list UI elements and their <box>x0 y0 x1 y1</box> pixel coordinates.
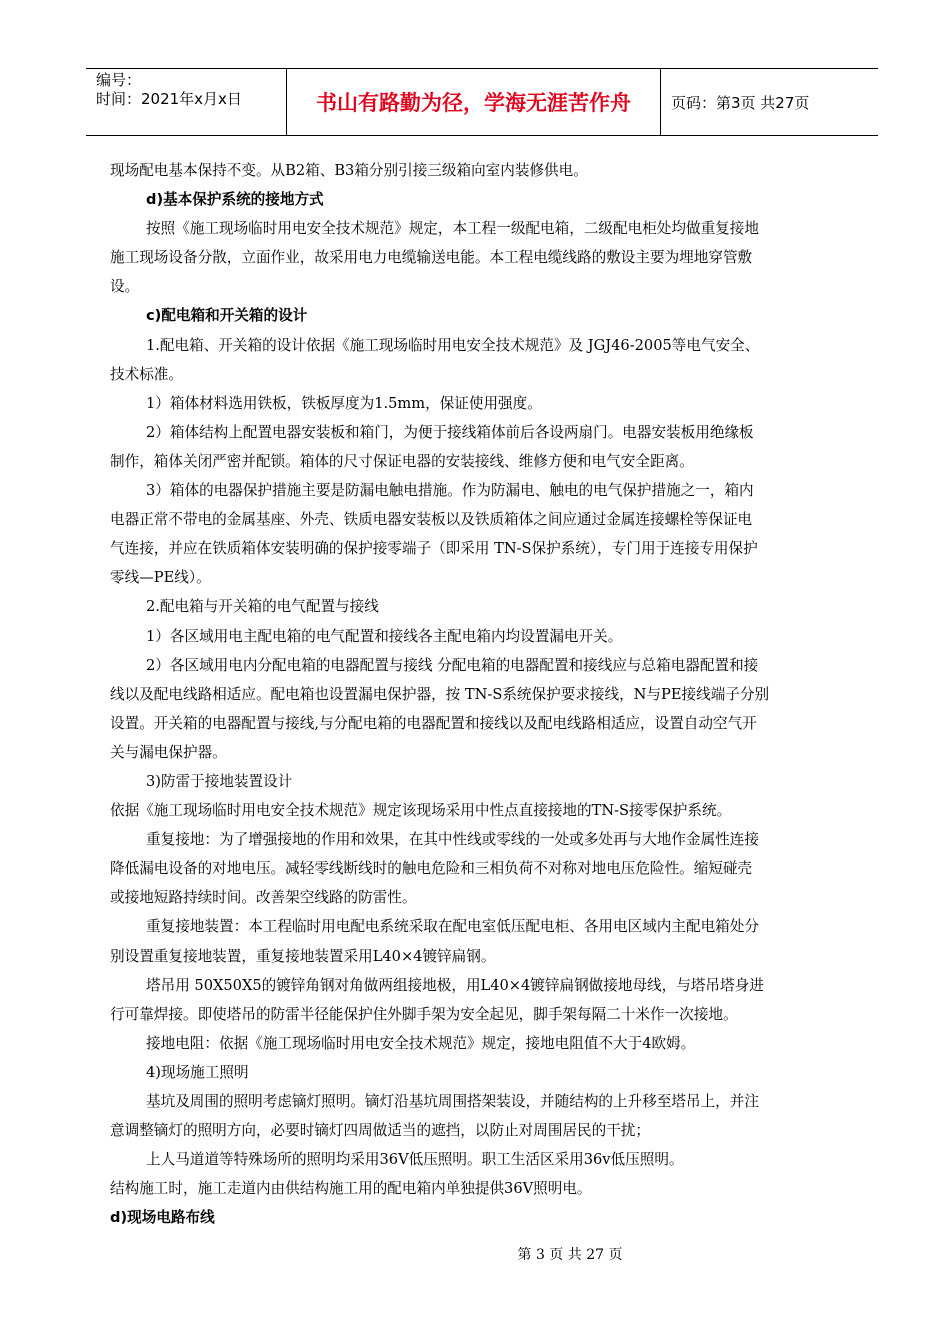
text-line: 意调整镝灯的照明方向，必要时镝灯四周做适当的遮挡，以防止对周围居民的干扰； <box>110 1122 650 1140</box>
text-line: 按照《施工现场临时用电安全技术规范》规定，本工程一级配电箱，二级配电柜处均做重复接地 <box>146 220 759 238</box>
document-body <box>110 156 855 1232</box>
header-time: 时间：2021年x月x日 <box>96 90 242 108</box>
text-line: 2）各区域用电内分配电箱的电器配置与接线 分配电箱的电器配置和接线应与总箱电器配置和接 <box>146 656 759 674</box>
text-line: 零线—PE线）。 <box>110 569 211 587</box>
text-line: 降低漏电设备的对地电压。减轻零线断线时的触电危险和三相负荷不对称对地电压危险性。缩短碰壳 <box>110 860 753 878</box>
header-meta <box>86 69 287 135</box>
text-line: d)现场电路布线 <box>110 1209 215 1227</box>
text-line: 现场配电基本保持不变。从B2箱、B3箱分别引接三级箱向室内装修供电。 <box>110 162 588 179</box>
text-line: 设置。开关箱的电器配置与接线,与分配电箱的电器配置和接线以及配电线路相适应，设置自动空气开 <box>110 714 757 732</box>
text-line: 依据《施工现场临时用电安全技术规范》规定该现场采用中性点直接接地的TN-S接零保护系统。 <box>110 802 732 820</box>
text-line: 基坑及周围的照明考虑镝灯照明。镝灯沿基坑周围搭架装设，并随结构的上升移至塔吊上，并注 <box>146 1093 759 1110</box>
text-line: 电器正常不带电的金属基座、外壳、铁质电器安装板以及铁质箱体之间应通过金属连接螺栓等保证电 <box>110 511 753 529</box>
text-line: 结构施工时，施工走道内由供结构施工用的配电箱内单独提供36V照明电。 <box>110 1180 592 1198</box>
text-line: 1）箱体材料选用铁板，铁板厚度为1.5mm，保证使用强度。 <box>146 394 542 412</box>
text-line: 重复接地装置：本工程临时用电配电系统采取在配电室低压配电柜、各用电区域内主配电箱处分 <box>146 918 759 936</box>
text-line: 或接地短路持续时间。改善架空线路的防雷性。 <box>110 889 417 907</box>
text-line: 气连接，并应在铁质箱体安装明确的保护接零端子（即采用 TN-S保护系统），专门用于连接专用保护 <box>110 540 758 558</box>
header-bianhao: 编号： <box>96 71 142 89</box>
text-line: 线以及配电线路相适应。配电箱也设置漏电保护器，按 TN-S系统保护要求接线，N与PE接线端子分别 <box>110 685 770 703</box>
text-line: 重复接地：为了增强接地的作用和效果，在其中性线或零线的一处或多处再与大地作金属性连接 <box>146 831 759 849</box>
text-line: 2）箱体结构上配置电器安装板和箱门，为便于接线箱体前后各设两扇门。电器安装板用绝缘板 <box>146 423 754 441</box>
text-line: 别设置重复接地装置，重复接地装置采用L40×4镀锌扁钢。 <box>110 947 496 965</box>
text-line: 2.配电箱与开关箱的电气配置与接线 <box>146 598 379 616</box>
text-line: 3)防雷于接地装置设计 <box>146 772 293 790</box>
document-header <box>86 68 878 136</box>
text-line: 4)现场施工照明 <box>146 1063 249 1081</box>
header-page-number: 页码：第3页 共27页 <box>671 93 810 112</box>
text-line: 接地电阻：依据《施工现场临时用电安全技术规范》规定，接地电阻值不大于4欧姆。 <box>146 1034 696 1052</box>
header-motto: 书山有路勤为径，学海无涯苦作舟 <box>287 69 661 135</box>
text-line: 1）各区域用电主配电箱的电气配置和接线各主配电箱内均设置漏电开关。 <box>146 627 623 645</box>
text-line: 设。 <box>110 278 140 296</box>
text-line: 行可靠焊接。即使塔吊的防雷半径能保护住外脚手架为安全起见，脚手架每隔二十米作一次接地。 <box>110 1005 738 1023</box>
text-line: 1.配电箱、开关箱的设计依据《施工现场临时用电安全技术规范》及 JGJ46-2005等电气安全、 <box>146 336 760 354</box>
text-line: 制作，箱体关闭严密并配锁。箱体的尺寸保证电器的安装接线、维修方便和电气安全距离。 <box>110 452 694 470</box>
text-line: 施工现场设备分散，立面作业，故采用电力电缆输送电能。本工程电缆线路的敷设主要为埋地穿管敷 <box>110 249 753 267</box>
text-line: c)配电箱和开关箱的设计 <box>146 307 308 325</box>
text-line: d)基本保护系统的接地方式 <box>146 191 324 209</box>
text-line: 关与漏电保护器。 <box>110 743 227 761</box>
text-line: 3）箱体的电器保护措施主要是防漏电触电措施。作为防漏电、触电的电气保护措施之一，箱内 <box>146 482 754 500</box>
text-line: 塔吊用 50X50X5的镀锌角钢对角做两组接地极，用L40×4镀锌扁钢做接地母线，与塔吊塔身进 <box>146 976 764 994</box>
page-footer: 第 3 页 共 27 页 <box>517 1247 623 1263</box>
text-line: 上人马道道等特殊场所的照明均采用36V低压照明。职工生活区采用36v低压照明。 <box>146 1151 684 1169</box>
text-line: 技术标准。 <box>110 365 183 383</box>
